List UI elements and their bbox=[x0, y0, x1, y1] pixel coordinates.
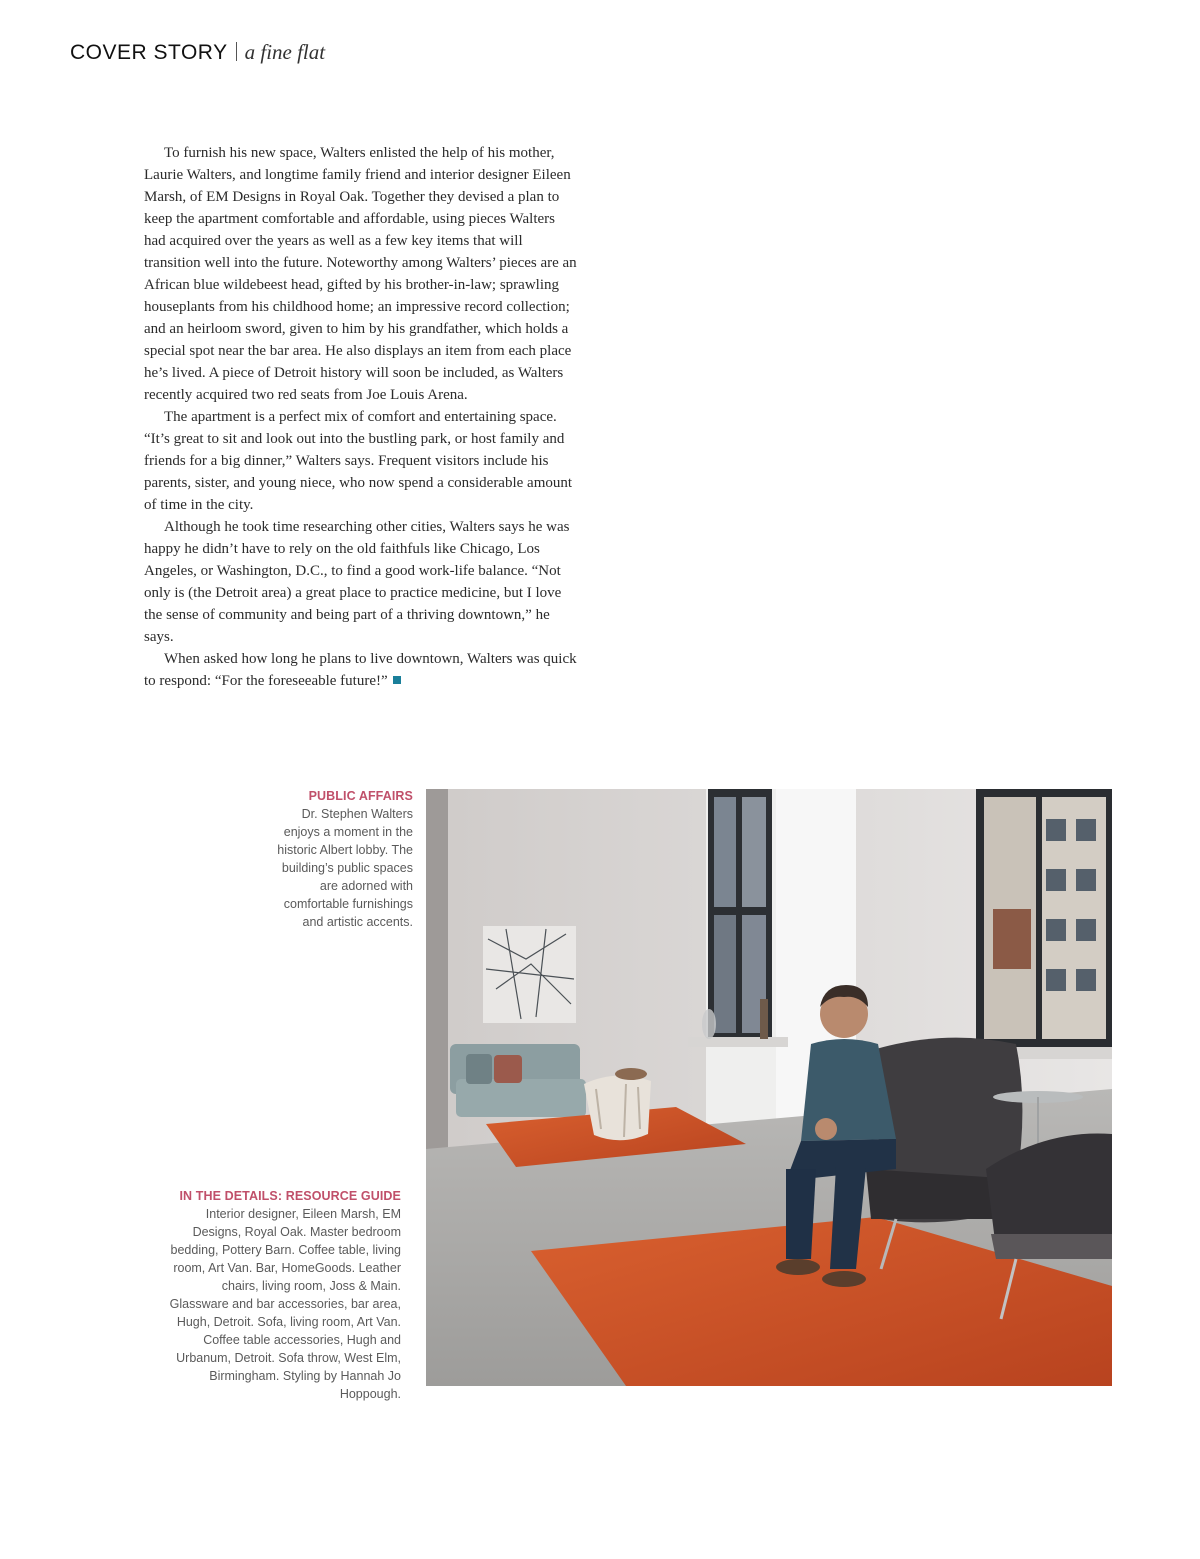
photo-caption bbox=[270, 787, 413, 931]
end-mark-icon bbox=[393, 676, 401, 684]
resource-guide-heading: IN THE DETAILS: RESOURCE GUIDE bbox=[179, 1189, 401, 1203]
resource-guide-text: Interior designer, Eileen Marsh, EM Designs, Royal Oak. Master bedroom bedding, Pottery Barn. Coffee table, living room, Art Van. Bar, HomeGoods. Leather chairs, living room, Joss & Main. Glassware and bar accessories, bar area, Hugh, Detroit. Sofa, living room, Art Van. Coffee table accessories, Hugh and Urbanum, Detroit. Sofa throw, West Elm, Birmingham. Styling by Hannah Jo Hoppough. bbox=[169, 1207, 401, 1401]
article-paragraph-text: When asked how long he plans to live downtown, Walters was quick to respond: “For the foreseeable future!” bbox=[144, 651, 577, 689]
lobby-photo bbox=[426, 789, 1112, 1386]
article-paragraph: The apartment is a perfect mix of comfort and entertaining space. “It’s great to sit and look out into the bustling park, or host family and friends for a big dinner,” Walters says. Frequent visitors include his parents, sister, and young niece, who now spend a considerable amount of time in the city. bbox=[144, 409, 573, 513]
header-divider bbox=[236, 42, 237, 61]
article-paragraph: Although he took time researching other cities, Walters says he was happy he didn’t have to rely on the old faithfuls like Chicago, Los Angeles, or Washington, D.C., to find a good work-life balance. “Not only is (the Detroit area) a great place to practice medicine, but I love the sense of community and being part of a thriving downtown,” he says. bbox=[144, 519, 570, 645]
resource-guide-caption bbox=[165, 1187, 401, 1403]
article-paragraph-last bbox=[144, 648, 580, 692]
lobby-photo-illustration bbox=[426, 789, 1112, 1386]
article-body bbox=[144, 142, 580, 692]
section-tagline: a fine flat bbox=[244, 40, 326, 64]
section-label: COVER STORY bbox=[70, 41, 228, 64]
photo-caption-text: Dr. Stephen Walters enjoys a moment in the historic Albert lobby. The building’s public spaces are adorned with comfortable furnishings and artistic accents. bbox=[277, 807, 413, 929]
page-header bbox=[70, 40, 325, 65]
article-paragraph: To furnish his new space, Walters enlisted the help of his mother, Laurie Walters, and longtime family friend and interior designer Eileen Marsh, of EM Designs in Royal Oak. Together they devised a plan to keep the apartment comfortable and affordable, using pieces Walters had acquired over the years as well as a few key items that will transition well into the future. Noteworthy among Walters’ pieces are an African blue wildebeest head, gifted by his brother-in-law; sprawling houseplants from his childhood home; an impressive record collection; and an heirloom sword, given to him by his grandfather, which holds a special spot near the bar area. He also displays an item from each place he’s lived. A piece of Detroit history will soon be included, as Walters recently acquired two red seats from Joe Louis Arena. bbox=[144, 145, 577, 403]
photo-caption-heading: PUBLIC AFFAIRS bbox=[308, 789, 413, 803]
